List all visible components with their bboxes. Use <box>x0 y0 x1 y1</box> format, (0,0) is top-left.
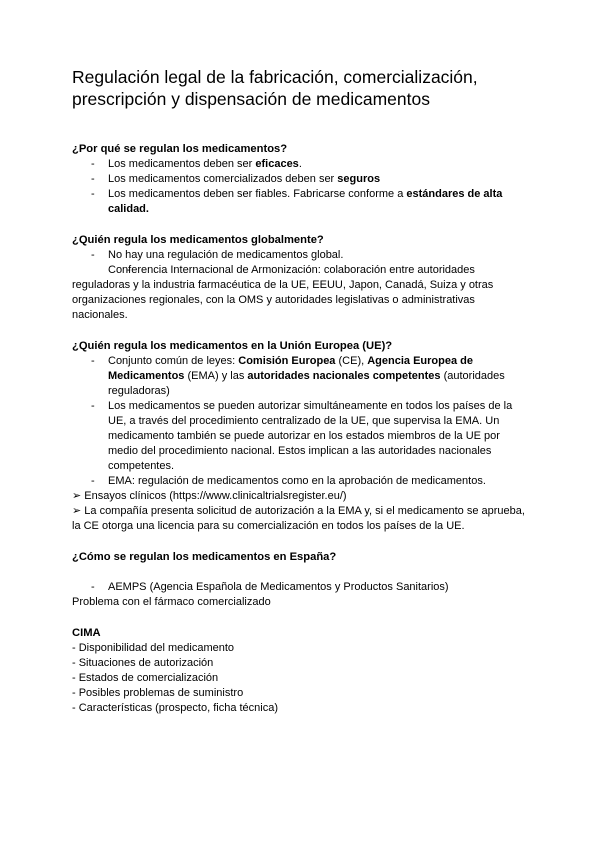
list-item: - Conferencia Internacional de Armonización: colaboración entre autoridades reguladoras y la industria farmacéutica de la UE, EEUU, Japon, Canadá, Suiza y otras organizaciones regionales, con la OMS y autoridades legislativas o administrativas nacionales. <box>72 263 528 323</box>
section-heading-cima: CIMA <box>72 627 101 639</box>
list-item: - Los medicamentos deben ser fiables. Fabricarse conforme a estándares de alta calidad. <box>72 187 528 217</box>
list-global <box>72 248 528 323</box>
list-item: - EMA: regulación de medicamentos como en la aprobación de medicamentos. <box>72 474 528 489</box>
list-item: - Características (prospecto, ficha técnica) <box>72 702 279 714</box>
document-title: Regulación legal de la fabricación, comercialización, prescripción y dispensación de medicamentos <box>72 67 478 109</box>
section-heading-eu: ¿Quién regula los medicamentos en la Unión Europea (UE)? <box>72 340 393 352</box>
list-item: - Situaciones de autorización <box>72 657 214 669</box>
arrow-note-authorization: ➢ La compañía presenta solicitud de autorización a la EMA y, si el medicamento se aprueba, la CE otorga una licencia para su comercialización en todos los países de la UE. <box>72 505 525 532</box>
list-spain <box>72 580 528 595</box>
list-why <box>72 157 528 217</box>
section-heading-why: ¿Por qué se regulan los medicamentos? <box>72 143 288 155</box>
section-heading-global: ¿Quién regula los medicamentos globalmente? <box>72 234 324 246</box>
list-item: - Los medicamentos comercializados deben ser seguros <box>72 172 528 187</box>
list-item: - Posibles problemas de suministro <box>72 687 244 699</box>
note-problem: Problema con el fármaco comercializado <box>72 596 271 608</box>
document-page <box>72 66 528 716</box>
list-item: - No hay una regulación de medicamentos global. <box>72 248 528 263</box>
list-item: - Los medicamentos se pueden autorizar simultáneamente en todos los países de la UE, a través del procedimiento centralizado de la UE, que supervisa la EMA. Un medicamento también se puede autorizar en los estados miembros de la UE por medio del procedimiento nacional. Estos implican a las autoridades nacionales competentes. <box>72 399 528 474</box>
arrow-note-clinical-trials: ➢ Ensayos clínicos (https://www.clinicaltrialsregister.eu/) <box>72 490 347 502</box>
list-item: - Disponibilidad del medicamento <box>72 642 235 654</box>
section-heading-spain: ¿Cómo se regulan los medicamentos en España? <box>72 551 337 563</box>
list-item: - AEMPS (Agencia Española de Medicamentos y Productos Sanitarios) <box>72 580 528 595</box>
cima-list <box>72 641 528 716</box>
list-eu <box>72 354 528 489</box>
list-item: - Los medicamentos deben ser eficaces. <box>72 157 528 172</box>
list-item: - Estados de comercialización <box>72 672 219 684</box>
list-item: - Conjunto común de leyes: Comisión Europea (CE), Agencia Europea de Medicamentos (EMA) y las autoridades nacionales competentes (autoridades reguladoras) <box>72 354 528 399</box>
